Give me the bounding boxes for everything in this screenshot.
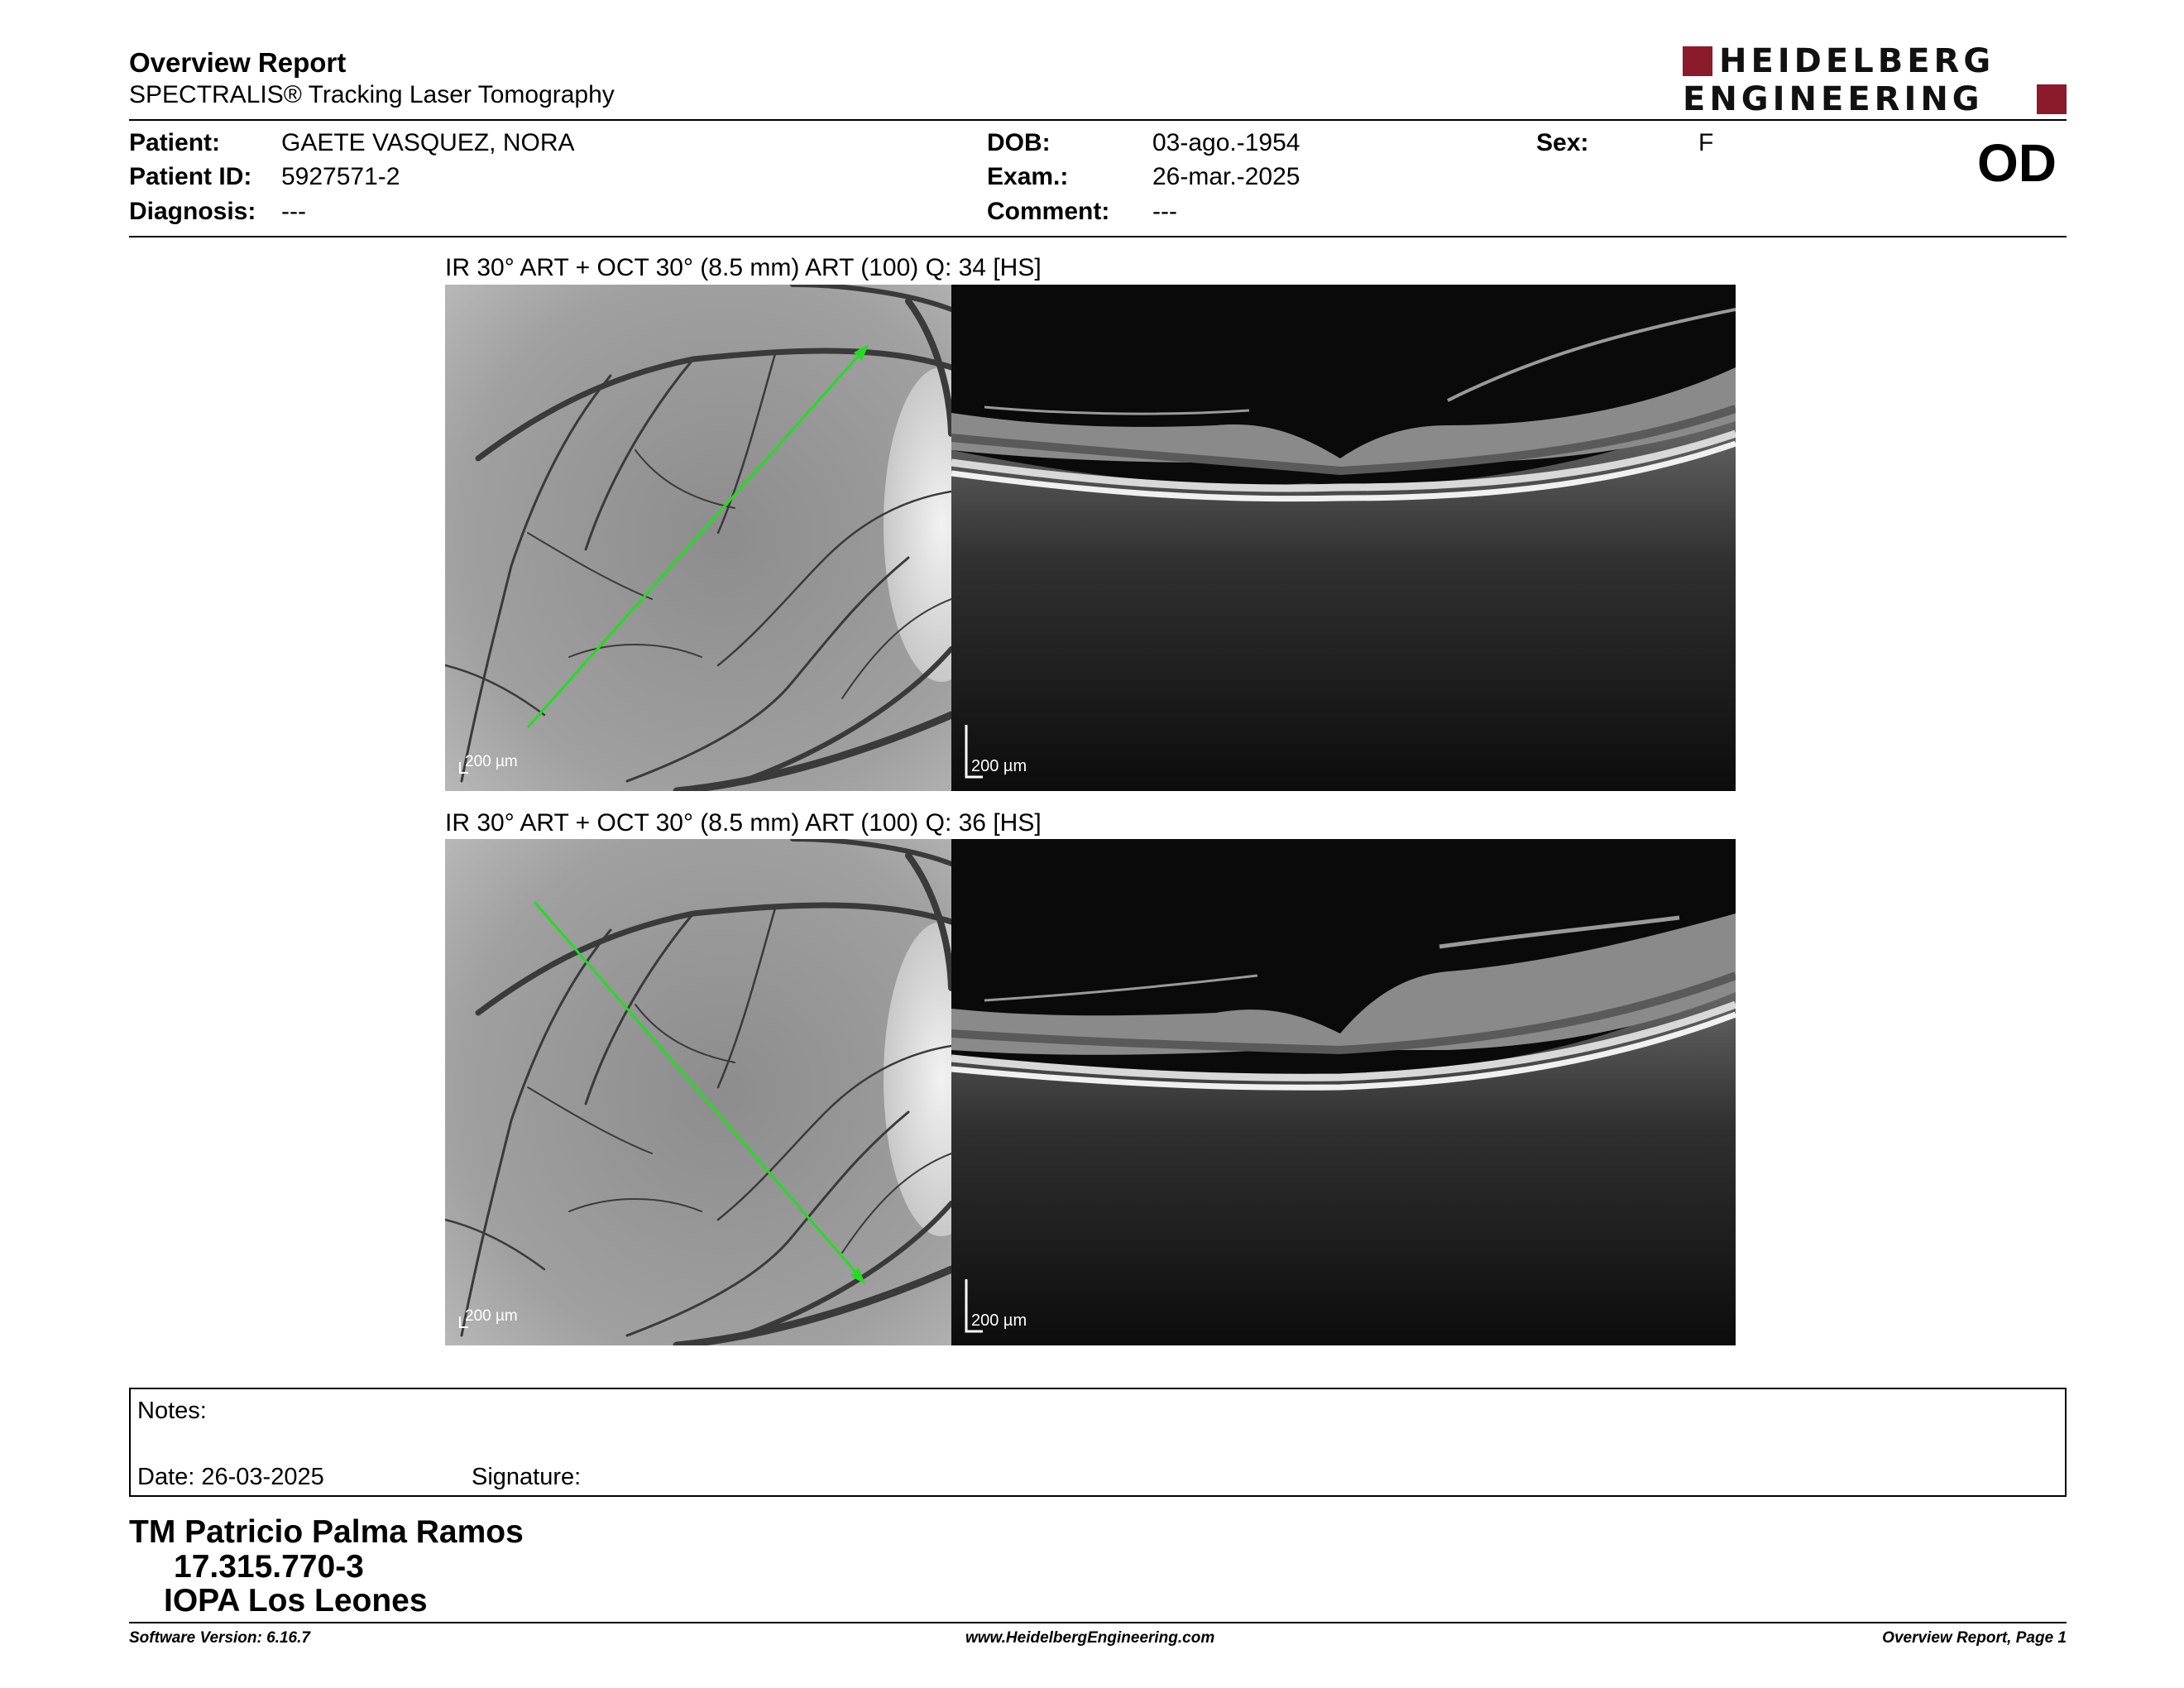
patient-value: GAETE VASQUEZ, NORA [281,129,575,156]
footer-rule [129,1622,2067,1623]
sex-label: Sex: [1536,129,1589,156]
header-rule [129,119,2067,121]
scan-1-ir-scale-label: 200 µm [465,753,518,770]
patient-label: Patient: [129,129,221,156]
signer-id: 17.315.770-3 [174,1549,364,1585]
logo-line-2: ENGINEERING [1683,80,1984,118]
dob-label: DOB: [987,129,1051,156]
patient-rule [129,236,2067,237]
exam-value: 26-mar.-2025 [1152,163,1300,190]
scan-1-caption: IR 30° ART + OCT 30° (8.5 mm) ART (100) Q: 34 [HS] [445,254,1042,281]
software-version: Software Version: 6.16.7 [129,1629,310,1647]
heidelberg-logo [1683,42,2068,118]
patient-id-label: Patient ID: [129,163,252,190]
scan-2-oct-bscan-image [951,839,1736,1345]
website-link[interactable]: www.HeidelbergEngineering.com [965,1629,1215,1647]
signer-institution: IOPA Los Leones [164,1583,428,1618]
notes-date: Date: 26-03-2025 [137,1464,324,1490]
scan-2-ir-fundus-image [445,839,951,1345]
report-title: Overview Report [129,47,347,78]
patient-id-value: 5927571-2 [281,163,400,190]
comment-value: --- [1152,198,1177,225]
scan-2-oct-scale-label: 200 µm [971,1312,1027,1330]
exam-label: Exam.: [987,163,1069,190]
scan-2-caption: IR 30° ART + OCT 30° (8.5 mm) ART (100) Q: 36 [HS] [445,809,1042,837]
page-indicator: Overview Report, Page 1 [1882,1629,2067,1647]
logo-square-bottom [2037,84,2067,114]
sex-value: F [1698,129,1714,156]
comment-label: Comment: [987,198,1110,225]
diagnosis-value: --- [281,198,306,225]
notes-box [129,1388,2067,1497]
scan-1-ir-fundus-image [445,285,951,791]
report-subtitle: SPECTRALIS® Tracking Laser Tomography [129,81,615,108]
scan-1-oct-bscan-image [951,285,1736,791]
scan-1-oct-scale-label: 200 µm [971,757,1027,775]
signer-name: TM Patricio Palma Ramos [129,1514,524,1550]
eye-indicator: OD [1977,133,2057,193]
notes-label: Notes: [137,1398,207,1424]
dob-value: 03-ago.-1954 [1152,129,1300,156]
signature-label: Signature: [472,1464,582,1490]
logo-line-1: HEIDELBERG [1719,42,1995,80]
logo-square-top [1683,46,1712,76]
scan-2-ir-scale-label: 200 µm [465,1307,518,1325]
diagnosis-label: Diagnosis: [129,198,256,225]
